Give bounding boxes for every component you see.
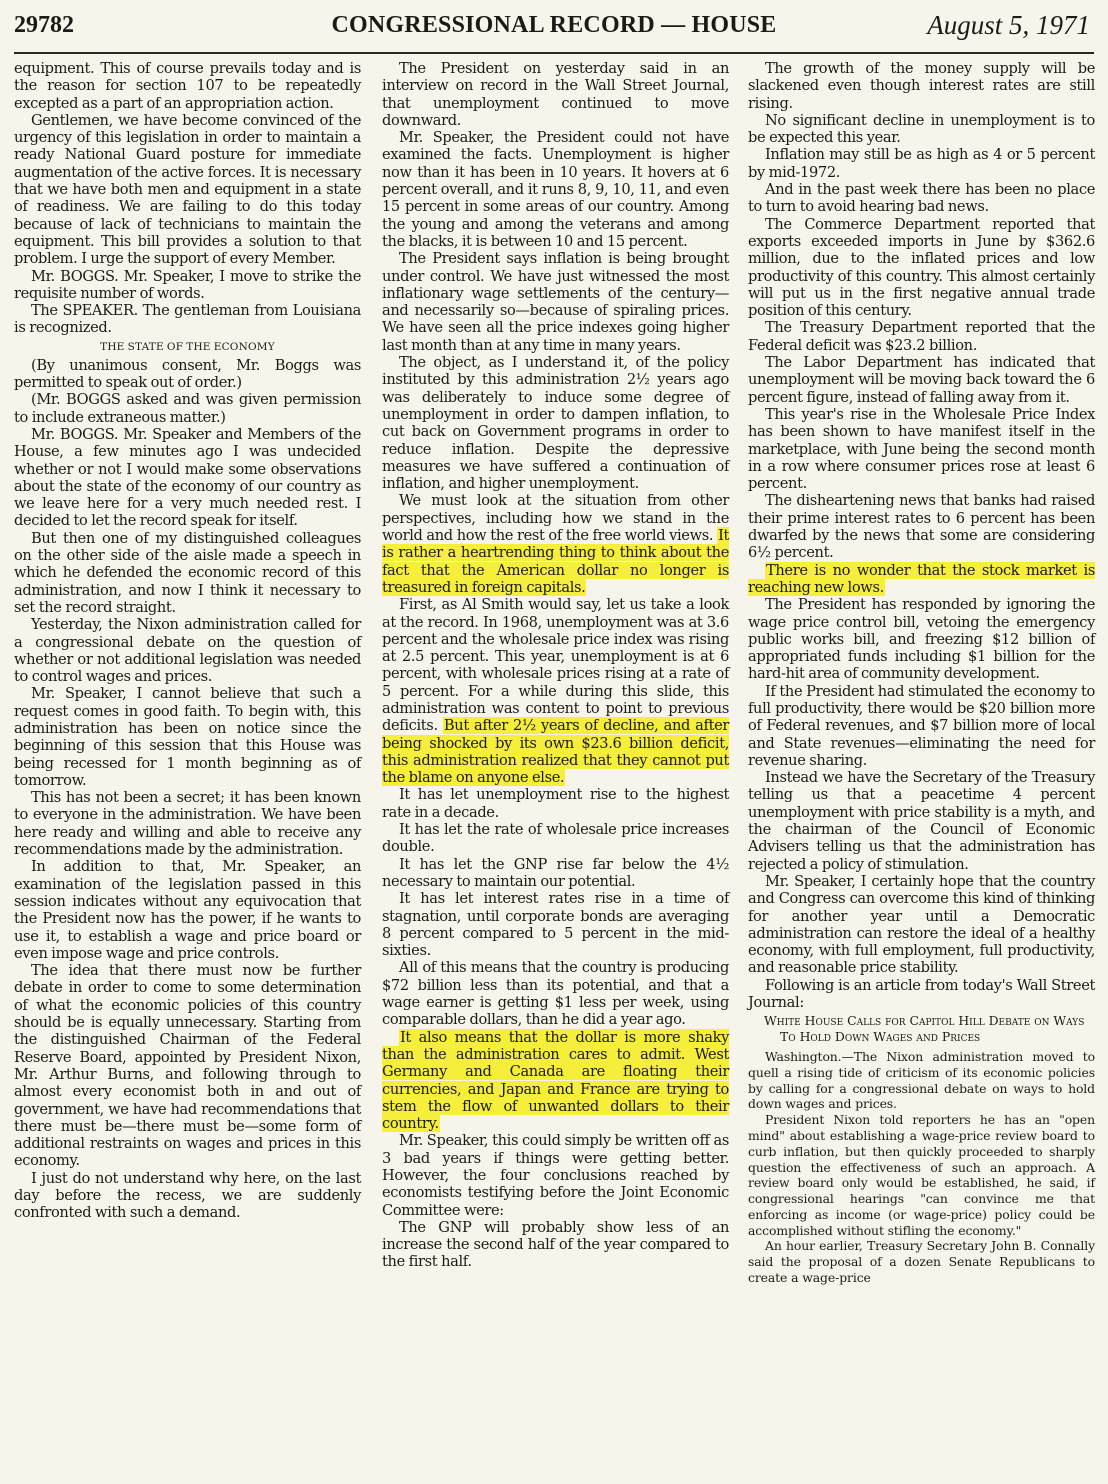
paragraph: The disheartening news that banks had raised their prime interest rates to 6 percent has been dwarfed by the news that some are considering 6½ percent. [748, 492, 1095, 562]
page-header [14, 10, 1094, 50]
paragraph: The GNP will probably show less of an increase the second half of the year compared to the first half. [382, 1218, 729, 1271]
paragraph: The Commerce Department reported that exports exceeded imports in June by $362.6 million, due to the inflated prices and low productivity of this country. This almost certainly will put us in the first negative annual trade position of this century. [748, 215, 1095, 320]
column-1 [14, 60, 361, 1222]
paragraph: In addition to that, Mr. Speaker, an examination of the legislation passed in this session indicates without any equivocation that the President now has the power, if he wants to use it, to establish a wage and price board or even impose wage and price controls. [14, 858, 361, 962]
paragraph: Inflation may still be as high as 4 or 5 percent by mid-1972. [748, 146, 1095, 181]
paragraph: It has let unemployment rise to the highest rate in a decade. [382, 786, 729, 821]
paragraph: It has let interest rates rise in a time of stagnation, until corporate bonds are averaging 8 percent compared to 5 percent in the mid-sixties. [382, 890, 729, 960]
highlighted-text: It is rather a heartrending thing to think about the fact that the American dollar no longer is treasured in foreign capitals. [382, 527, 729, 596]
paragraph: (By unanimous consent, Mr. Boggs was permitted to speak out of order.) [14, 356, 361, 392]
paragraph: If the President had stimulated the economy to full productivity, there would be $20 billion more of Federal revenues, and $7 billion more of local and State revenues—eliminating the need for revenue sharing. [748, 682, 1095, 769]
paragraph: It has let the rate of wholesale price increases double. [382, 821, 729, 856]
paragraph: The idea that there must now be further debate in order to come to some determination of what the economic policies of this country should be is equally unnecessary. Starting from the distinguished Chairman of the Federal Reserve Board, appointed by President Nixon, Mr. Arthur Burns, and following through to almost every economist both in and out of government, we have had recommendations that there must be—there must be—some form of additional restraints on wages and prices in this economy. [14, 962, 361, 1170]
paragraph: All of this means that the country is producing $72 billion less than its potential, and that a wage earner is getting $1 less per week, using comparable dollars, than he did a year ago. [382, 959, 729, 1029]
paragraph: I just do not understand why here, on the last day before the recess, we are suddenly confronted with such a demand. [14, 1169, 361, 1222]
highlighted-text: It also means that the dollar is more shaky than the administration cares to admit. West Germany and Canada are floating their currencies, and Japan and France are trying to stem the flow of unwanted dollars to their country. [382, 1028, 729, 1133]
publication-date: August 5, 1971 [927, 10, 1090, 40]
paragraph: And in the past week there has been no place to turn to avoid hearing bad news. [748, 181, 1095, 216]
paragraph: This year's rise in the Wholesale Price Index has been shown to have manifest itself in the marketplace, with June being the second month in a row where consumer prices rose at least 6 percent. [748, 405, 1095, 493]
article-paragraph: Washington.—The Nixon administration moved to quell a rising tide of criticism of its economic policies by calling for a congressional debate on ways to hold down wages and prices. [748, 1048, 1095, 1112]
paragraph: Following is an article from today's Wall Street Journal: [748, 976, 1095, 1012]
paragraph: It has let the GNP rise far below the 4½ necessary to maintain our potential. [382, 855, 729, 890]
paragraph: The President has responded by ignoring the wage price control bill, vetoing the emergency public works bill, and freezing $12 billion of appropriated funds including $1 billion for the hard-hit area of community development. [748, 596, 1095, 683]
paragraph: This has not been a secret; it has been known to everyone in the administration. We have been here ready and willing and able to receive any recommendations made by the administration. [14, 789, 361, 859]
paragraph: The Labor Department has indicated that unemployment will be moving back toward the 6 percent figure, instead of falling away from it. [748, 354, 1095, 406]
paragraph: Mr. Speaker, this could simply be written off as 3 bad years if things were getting better. However, the four conclusions reached by economists testifying before the Joint Economic Committee were: [382, 1132, 729, 1219]
paragraph: Mr. BOGGS. Mr. Speaker and Members of the House, a few minutes ago I was undecided whether or not I would make some observations about the state of the economy of our country as we leave here for a very much needed rest. I decided to let the record speak for itself. [14, 425, 361, 530]
text-span: We must look at the situation from other perspectives, including how we stand in the world and how the rest of the free world views. [382, 492, 729, 545]
article-paragraph: An hour earlier, Treasury Secretary John B. Connally said the proposal of a dozen Senate Republicans to create a wage-price [748, 1238, 1095, 1286]
column-3 [748, 60, 1095, 1286]
highlighted-text: But after 2½ years of decline, and after being shocked by its own $23.6 billion deficit, this administration realized that they cannot put the blame on anyone else. [382, 717, 730, 787]
highlighted-text: There is no wonder that the stock market is reaching new lows. [748, 561, 1095, 596]
paragraph [748, 562, 1095, 597]
paragraph: (Mr. BOGGS asked and was given permission to include extraneous matter.) [14, 391, 361, 426]
paragraph [382, 1029, 729, 1133]
section-heading: THE STATE OF THE ECONOMY [100, 340, 275, 353]
paragraph: equipment. This of course prevails today and is the reason for section 107 to be repeatedly excepted as a part of an appropriation action. [14, 60, 361, 112]
paragraph: No significant decline in unemployment is to be expected this year. [748, 111, 1095, 147]
header-rule [14, 52, 1094, 54]
paragraph: Instead we have the Secretary of the Treasury telling us that a peacetime 4 percent unemployment with price stability is a myth, and the chairman of the Council of Economic Advisers telling us that the administration has rejected a policy of stimulation. [748, 769, 1095, 873]
paragraph: Yesterday, the Nixon administration called for a congressional debate on the question of whether or not additional legislation was needed to control wages and prices. [14, 616, 361, 686]
paragraph: The growth of the money supply will be slackened even though interest rates are still rising. [748, 60, 1095, 112]
paragraph: Mr. Speaker, I certainly hope that the country and Congress can overcome this kind of thinking for another year until a Democratic administration can restore the ideal of a healthy economy, with full employment, full productivity, and reasonable price stability. [748, 872, 1095, 977]
paragraph: Mr. Speaker, I cannot believe that such a request comes in good faith. To begin with, this administration has been on notice since the beginning of this session that this House was being recessed for 1 month beginning as of tomorrow. [14, 685, 361, 789]
publication-title: CONGRESSIONAL RECORD — HOUSE [331, 12, 777, 38]
column-2 [382, 60, 729, 1271]
paragraph: The SPEAKER. The gentleman from Louisiana is recognized. [14, 302, 361, 337]
paragraph: The President says inflation is being brought under control. We have just witnessed the most inflationary wage settlements of the century—and necessarily so—because of spiraling prices. We have seen all the price indexes going higher last month than at any time in many years. [382, 250, 729, 354]
page-number: 29782 [14, 12, 74, 38]
paragraph [382, 596, 729, 786]
paragraph: But then one of my distinguished colleagues on the other side of the aisle made a speech in which he defended the economic record of this administration, and now I think it necessary to set the record straight. [14, 529, 361, 616]
paragraph: The object, as I understand it, of the policy instituted by this administration 2½ years ago was deliberately to induce some degree of unemployment in order to dampen inflation, to cut back on Government programs in order to reduce inflation. Despite the depressive measures we have suffered a continuation of inflation, and higher unemployment. [382, 354, 729, 493]
paragraph: The Treasury Department reported that the Federal deficit was $23.2 billion. [748, 319, 1095, 354]
article-headline: White House Calls for Capitol Hill Debate on Ways To Hold Down Wages and Prices [764, 1013, 1085, 1045]
article-paragraph: President Nixon told reporters he has an "open mind" about establishing a wage-price review board to curb inflation, but then quickly proceeded to sharply question the effectiveness of such an approach. A review board only would be established, he said, if congressional hearings "can convince me that enforcing as income (or wage-price) policy could be accomplished without stifling the economy." [748, 1112, 1095, 1238]
paragraph: Mr. Speaker, the President could not have examined the facts. Unemployment is higher now than it has been in 10 years. It hovers at 6 percent overall, and it runs 8, 9, 10, 11, and even 15 percent in some areas of our country. Among the young and among the veterans and among the blacks, it is between 10 and 15 percent. [382, 129, 729, 250]
paragraph [382, 492, 729, 596]
text-span: First, as Al Smith would say, let us take a look at the record. In 1968, unemployment was at 3.6 percent and the wholesale price index was rising at 2.5 percent. This year, unemployment is at 6 percent, with wholesale prices rising at a rate of 5 percent. For a while during this slide, this administration was content to point to previous deficits. [382, 596, 729, 735]
paragraph: Mr. BOGGS. Mr. Speaker, I move to strike the requisite number of words. [14, 267, 361, 302]
paragraph: The President on yesterday said in an interview on record in the Wall Street Journal, that unemployment continued to move downward. [382, 60, 729, 129]
paragraph: Gentlemen, we have become convinced of the urgency of this legislation in order to maintain a ready National Guard posture for immediate augmentation of the active forces. It is necessary that we have both men and equipment in a state of readiness. We are failing to do this today because of lack of technicians to maintain the equipment. This bill provides a solution to that problem. I urge the support of every Member. [14, 111, 361, 268]
